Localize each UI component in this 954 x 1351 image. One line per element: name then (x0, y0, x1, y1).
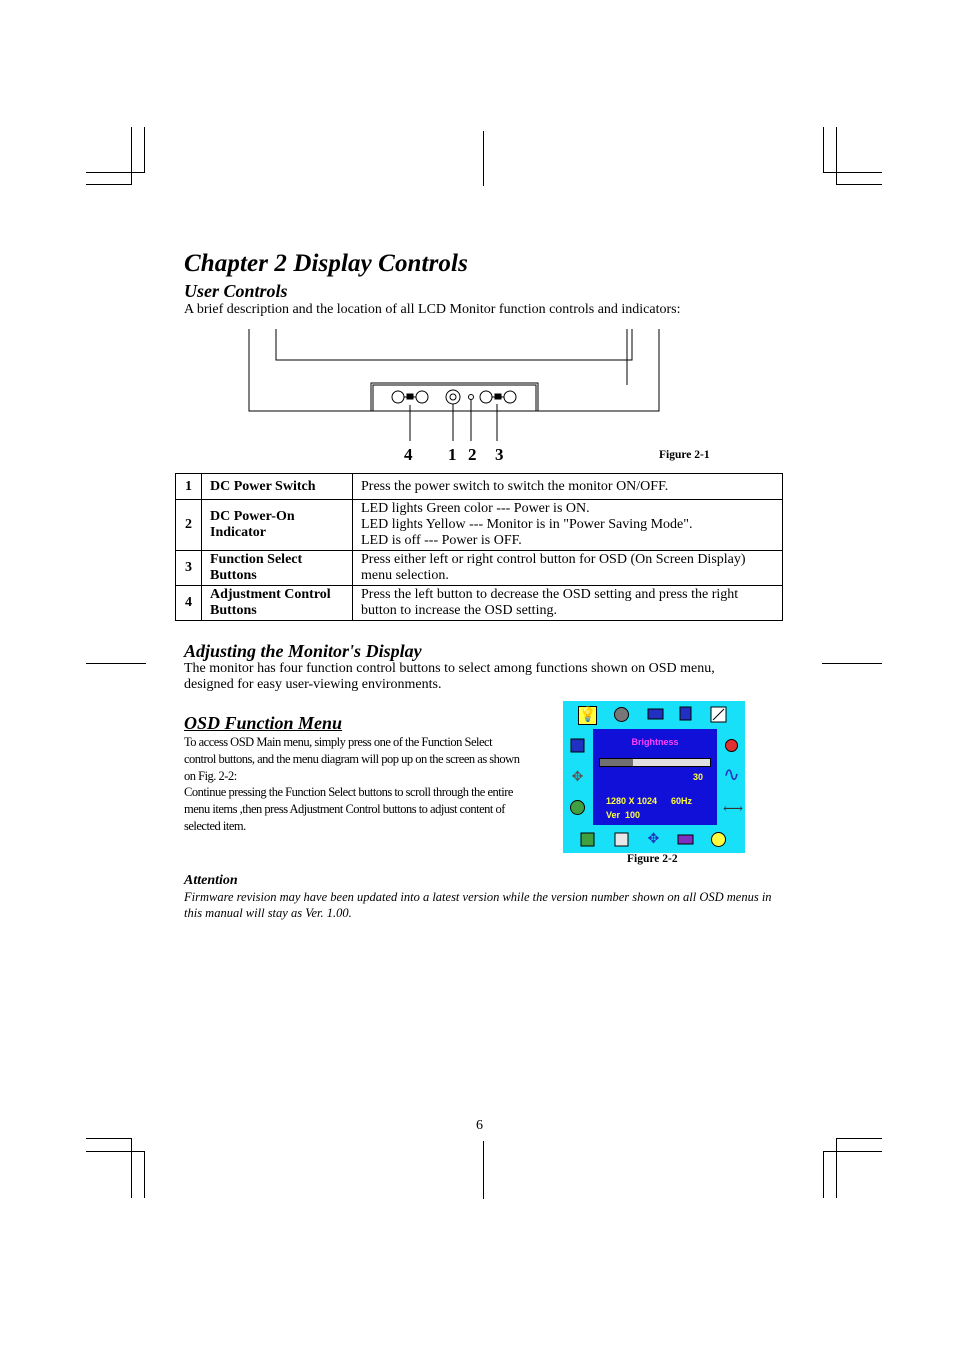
callout-4: 4 (404, 445, 413, 464)
color-icon (723, 737, 740, 754)
callout-1: 1 (448, 445, 457, 464)
left-button-group (392, 391, 428, 403)
h-size-icon (647, 706, 664, 723)
table-row: 2 DC Power-On Indicator LED lights Green color --- Power is ON. LED lights Yellow --- Monitor is in "Power Saving Mode". LED is off --- Power is OFF. (176, 500, 783, 551)
exit-icon (710, 831, 727, 848)
chapter-title: Chapter 2 Display Controls (184, 250, 468, 277)
osd-resolution: 1280 X 1024 (606, 796, 658, 806)
osd-item-label: Brightness (631, 737, 679, 747)
osd-position-icon: ✥ (647, 832, 660, 847)
callout-3: 3 (495, 445, 504, 464)
attention-body: Firmware revision may have been updated into a latest version while the version number shown on all OSD menus in this manual will stay as Ver. 1.00. (184, 890, 772, 920)
contrast-icon (613, 706, 630, 723)
adjusting-heading: Adjusting the Monitor's Display (184, 641, 422, 661)
osd-menu-para1: To access OSD Main menu, simply press one of the Function Select control buttons, and the menu diagram will pop up on the screen as shown on Fig. 2-2: (184, 735, 520, 783)
table-row: 4 Adjustment Control Buttons Press the left button to decrease the OSD setting and press the right button to increase the OSD setting. (176, 586, 783, 621)
osd-version: Ver 100 (606, 810, 641, 820)
callout-2: 2 (468, 445, 477, 464)
edit-icon (710, 706, 727, 723)
page-number: 6 (476, 1118, 483, 1133)
clock-icon: ⟷ (723, 802, 744, 817)
info-icon (613, 831, 630, 848)
attention-heading: Attention (184, 873, 238, 888)
osd-value: 30 (693, 772, 704, 782)
position-icon: ✥ (571, 770, 584, 785)
user-controls-intro: A brief description and the location of all LCD Monitor function controls and indicators: (184, 302, 681, 317)
adjusting-body: The monitor has four function control buttons to select among functions shown on OSD menu, designed for easy user-viewing environments. (184, 661, 715, 692)
v-size-icon (677, 706, 694, 723)
user-controls-heading: User Controls (184, 281, 288, 301)
right-button-group (480, 391, 516, 403)
brightness-slider (599, 758, 711, 767)
recall-icon (579, 831, 596, 848)
osd-timer-icon (677, 831, 694, 848)
power-led (469, 395, 474, 400)
table-row: 1 DC Power Switch Press the power switch to switch the monitor ON/OFF. (176, 474, 783, 500)
controls-table (175, 473, 783, 621)
osd-panel (593, 729, 717, 825)
figure-2-2-caption: Figure 2-2 (627, 853, 678, 865)
lightbulb-icon: 💡 (579, 708, 597, 723)
globe-icon (569, 799, 586, 816)
power-button (446, 390, 460, 404)
table-row: 3 Function Select Buttons Press either left or right control button for OSD (On Screen Display) menu selection. (176, 551, 783, 586)
osd-menu-figure (563, 701, 745, 853)
osd-refresh: 60Hz (671, 796, 693, 806)
osd-menu-para2: Continue pressing the Function Select buttons to scroll through the entire menu items ,then press Adjustment Control buttons to adjust content of selected item. (184, 785, 513, 833)
language-icon (569, 737, 586, 754)
phase-icon: ∿ (723, 764, 740, 786)
figure-2-1-caption: Figure 2-1 (659, 449, 710, 461)
osd-menu-heading: OSD Function Menu (184, 713, 343, 733)
